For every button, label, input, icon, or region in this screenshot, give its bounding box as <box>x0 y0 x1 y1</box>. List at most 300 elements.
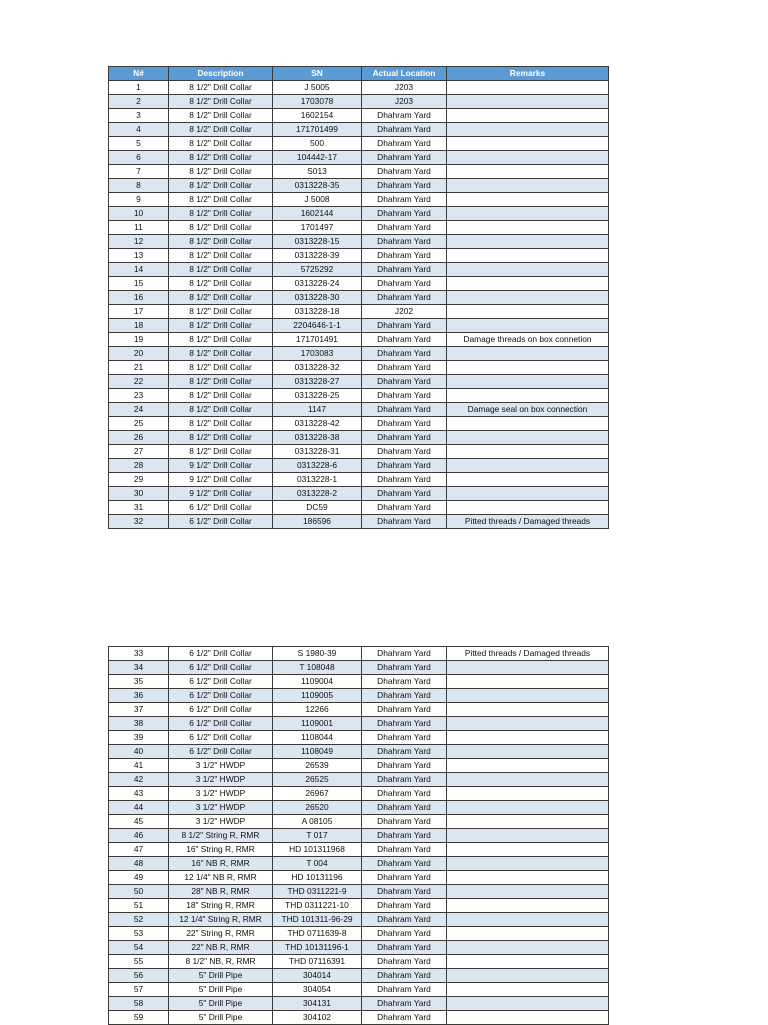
cell-actual-location: Dhahram Yard <box>362 347 447 361</box>
cell-remarks <box>447 95 609 109</box>
cell-remarks <box>447 263 609 277</box>
cell-description: 18" String R, RMR <box>169 899 273 913</box>
cell-remarks <box>447 927 609 941</box>
cell-remarks <box>447 137 609 151</box>
cell-sn: 12266 <box>273 703 362 717</box>
cell-remarks <box>447 347 609 361</box>
cell-actual-location: Dhahram Yard <box>362 123 447 137</box>
cell-actual-location: Dhahram Yard <box>362 941 447 955</box>
cell-sn: 0313228-25 <box>273 389 362 403</box>
cell-description: 9 1/2" Drill Collar <box>169 473 273 487</box>
cell-actual-location: J202 <box>362 305 447 319</box>
cell-number: 42 <box>109 773 169 787</box>
cell-number: 23 <box>109 389 169 403</box>
table-row <box>109 487 609 501</box>
cell-sn: J 5005 <box>273 81 362 95</box>
cell-sn: J 5008 <box>273 193 362 207</box>
table-row <box>109 689 609 703</box>
cell-actual-location: Dhahram Yard <box>362 843 447 857</box>
cell-description: 8 1/2" Drill Collar <box>169 137 273 151</box>
cell-remarks <box>447 277 609 291</box>
cell-description: 8 1/2" Drill Collar <box>169 277 273 291</box>
cell-actual-location: Dhahram Yard <box>362 815 447 829</box>
inventory-table-2 <box>108 646 609 1025</box>
cell-sn: T 004 <box>273 857 362 871</box>
cell-actual-location: Dhahram Yard <box>362 375 447 389</box>
table-row <box>109 717 609 731</box>
cell-actual-location: Dhahram Yard <box>362 787 447 801</box>
cell-sn: 2204646-1-1 <box>273 319 362 333</box>
cell-actual-location: Dhahram Yard <box>362 703 447 717</box>
cell-remarks <box>447 207 609 221</box>
cell-remarks <box>447 941 609 955</box>
cell-remarks <box>447 829 609 843</box>
cell-description: 6 1/2" Drill Collar <box>169 661 273 675</box>
cell-number: 28 <box>109 459 169 473</box>
cell-remarks <box>447 445 609 459</box>
table-row <box>109 661 609 675</box>
table-row <box>109 913 609 927</box>
cell-sn: 26525 <box>273 773 362 787</box>
cell-sn: 1147 <box>273 403 362 417</box>
table-row <box>109 759 609 773</box>
cell-remarks <box>447 81 609 95</box>
cell-number: 11 <box>109 221 169 235</box>
cell-remarks <box>447 969 609 983</box>
cell-sn: 26967 <box>273 787 362 801</box>
cell-actual-location: Dhahram Yard <box>362 263 447 277</box>
header-number: N# <box>109 67 169 81</box>
cell-actual-location: Dhahram Yard <box>362 983 447 997</box>
cell-number: 58 <box>109 997 169 1011</box>
table-row <box>109 277 609 291</box>
cell-remarks <box>447 759 609 773</box>
cell-number: 20 <box>109 347 169 361</box>
cell-description: 8 1/2" Drill Collar <box>169 389 273 403</box>
cell-number: 48 <box>109 857 169 871</box>
cell-actual-location: Dhahram Yard <box>362 235 447 249</box>
cell-sn: T 017 <box>273 829 362 843</box>
table-row <box>109 731 609 745</box>
cell-actual-location: Dhahram Yard <box>362 829 447 843</box>
cell-description: 6 1/2" Drill Collar <box>169 647 273 661</box>
cell-description: 8 1/2" Drill Collar <box>169 165 273 179</box>
cell-sn: 1109001 <box>273 717 362 731</box>
cell-number: 50 <box>109 885 169 899</box>
cell-actual-location: Dhahram Yard <box>362 857 447 871</box>
cell-sn: 1602144 <box>273 207 362 221</box>
cell-number: 8 <box>109 179 169 193</box>
cell-remarks <box>447 857 609 871</box>
cell-description: 12 1/4" NB R, RMR <box>169 871 273 885</box>
cell-description: 8 1/2" Drill Collar <box>169 179 273 193</box>
table-row <box>109 787 609 801</box>
cell-sn: 0313228-27 <box>273 375 362 389</box>
cell-number: 18 <box>109 319 169 333</box>
table-row <box>109 305 609 319</box>
cell-remarks: Damage seal on box connection <box>447 403 609 417</box>
cell-number: 12 <box>109 235 169 249</box>
cell-number: 6 <box>109 151 169 165</box>
cell-number: 22 <box>109 375 169 389</box>
header-remarks: Remarks <box>447 67 609 81</box>
cell-description: 8 1/2" Drill Collar <box>169 305 273 319</box>
header-row <box>109 67 609 81</box>
cell-sn: S013 <box>273 165 362 179</box>
cell-number: 53 <box>109 927 169 941</box>
table-row <box>109 899 609 913</box>
cell-description: 12 1/4" String R, RMR <box>169 913 273 927</box>
cell-remarks <box>447 221 609 235</box>
cell-number: 37 <box>109 703 169 717</box>
cell-description: 9 1/2" Drill Collar <box>169 487 273 501</box>
cell-sn: 1109005 <box>273 689 362 703</box>
cell-remarks <box>447 431 609 445</box>
cell-number: 47 <box>109 843 169 857</box>
cell-actual-location: Dhahram Yard <box>362 221 447 235</box>
table-row <box>109 647 609 661</box>
table-row <box>109 333 609 347</box>
cell-description: 3 1/2" HWDP <box>169 773 273 787</box>
table-row <box>109 95 609 109</box>
table-row <box>109 389 609 403</box>
cell-remarks: Pitted threads / Damaged threads <box>447 647 609 661</box>
cell-sn: 1602154 <box>273 109 362 123</box>
cell-actual-location: Dhahram Yard <box>362 151 447 165</box>
cell-remarks <box>447 955 609 969</box>
cell-remarks <box>447 235 609 249</box>
cell-remarks <box>447 731 609 745</box>
table-row <box>109 941 609 955</box>
cell-number: 46 <box>109 829 169 843</box>
header-sn: SN <box>273 67 362 81</box>
cell-actual-location: Dhahram Yard <box>362 501 447 515</box>
cell-actual-location: Dhahram Yard <box>362 899 447 913</box>
cell-description: 5" Drill Pipe <box>169 983 273 997</box>
cell-sn: 0313228-1 <box>273 473 362 487</box>
cell-remarks: Pitted threads / Damaged threads <box>447 515 609 529</box>
table-row <box>109 207 609 221</box>
table-row <box>109 675 609 689</box>
table-row <box>109 773 609 787</box>
cell-description: 9 1/2" Drill Collar <box>169 459 273 473</box>
cell-remarks <box>447 305 609 319</box>
table-row <box>109 955 609 969</box>
cell-number: 41 <box>109 759 169 773</box>
cell-description: 16" NB R, RMR <box>169 857 273 871</box>
cell-sn: 0313228-2 <box>273 487 362 501</box>
cell-description: 8 1/2" Drill Collar <box>169 193 273 207</box>
cell-description: 16" String R, RMR <box>169 843 273 857</box>
cell-remarks <box>447 375 609 389</box>
cell-number: 34 <box>109 661 169 675</box>
cell-actual-location: Dhahram Yard <box>362 249 447 263</box>
table-row <box>109 1011 609 1025</box>
cell-remarks <box>447 487 609 501</box>
cell-number: 1 <box>109 81 169 95</box>
table-row <box>109 843 609 857</box>
cell-actual-location: Dhahram Yard <box>362 955 447 969</box>
cell-actual-location: Dhahram Yard <box>362 417 447 431</box>
cell-actual-location: Dhahram Yard <box>362 731 447 745</box>
cell-description: 3 1/2" HWDP <box>169 815 273 829</box>
cell-remarks <box>447 689 609 703</box>
cell-actual-location: Dhahram Yard <box>362 473 447 487</box>
cell-sn: 26520 <box>273 801 362 815</box>
table-row <box>109 997 609 1011</box>
cell-remarks <box>447 745 609 759</box>
cell-actual-location: Dhahram Yard <box>362 291 447 305</box>
cell-description: 22" NB R, RMR <box>169 941 273 955</box>
cell-sn: 304102 <box>273 1011 362 1025</box>
cell-remarks <box>447 1011 609 1025</box>
table-row <box>109 151 609 165</box>
cell-description: 8 1/2" Drill Collar <box>169 361 273 375</box>
cell-sn: THD 0311221-9 <box>273 885 362 899</box>
cell-actual-location: Dhahram Yard <box>362 759 447 773</box>
table-row <box>109 857 609 871</box>
cell-number: 40 <box>109 745 169 759</box>
table-row <box>109 871 609 885</box>
table-row <box>109 249 609 263</box>
cell-number: 13 <box>109 249 169 263</box>
cell-sn: 0313228-35 <box>273 179 362 193</box>
cell-number: 44 <box>109 801 169 815</box>
cell-number: 59 <box>109 1011 169 1025</box>
cell-sn: THD 07116391 <box>273 955 362 969</box>
cell-number: 19 <box>109 333 169 347</box>
cell-description: 8 1/2" Drill Collar <box>169 263 273 277</box>
cell-description: 8 1/2" Drill Collar <box>169 207 273 221</box>
cell-sn: T 108048 <box>273 661 362 675</box>
cell-actual-location: Dhahram Yard <box>362 333 447 347</box>
cell-sn: 186596 <box>273 515 362 529</box>
cell-description: 8 1/2" NB, R, RMR <box>169 955 273 969</box>
cell-description: 8 1/2" Drill Collar <box>169 235 273 249</box>
cell-remarks <box>447 249 609 263</box>
cell-sn: THD 0711639-8 <box>273 927 362 941</box>
cell-description: 6 1/2" Drill Collar <box>169 717 273 731</box>
cell-actual-location: Dhahram Yard <box>362 913 447 927</box>
cell-description: 8 1/2" Drill Collar <box>169 417 273 431</box>
cell-number: 57 <box>109 983 169 997</box>
cell-sn: 500 <box>273 137 362 151</box>
cell-sn: 1703083 <box>273 347 362 361</box>
cell-remarks <box>447 885 609 899</box>
cell-actual-location: Dhahram Yard <box>362 927 447 941</box>
cell-description: 6 1/2" Drill Collar <box>169 703 273 717</box>
cell-remarks <box>447 997 609 1011</box>
cell-sn: 304014 <box>273 969 362 983</box>
cell-actual-location: Dhahram Yard <box>362 969 447 983</box>
table-row <box>109 473 609 487</box>
cell-description: 5" Drill Pipe <box>169 969 273 983</box>
cell-description: 8 1/2" Drill Collar <box>169 375 273 389</box>
cell-remarks <box>447 843 609 857</box>
cell-sn: THD 10131196-1 <box>273 941 362 955</box>
cell-description: 8 1/2" Drill Collar <box>169 95 273 109</box>
cell-remarks <box>447 899 609 913</box>
cell-number: 35 <box>109 675 169 689</box>
cell-sn: 304054 <box>273 983 362 997</box>
cell-sn: 1108044 <box>273 731 362 745</box>
cell-description: 22" String R, RMR <box>169 927 273 941</box>
cell-description: 3 1/2" HWDP <box>169 759 273 773</box>
cell-remarks <box>447 151 609 165</box>
cell-description: 8 1/2" Drill Collar <box>169 291 273 305</box>
cell-number: 30 <box>109 487 169 501</box>
cell-number: 38 <box>109 717 169 731</box>
cell-actual-location: Dhahram Yard <box>362 459 447 473</box>
cell-description: 3 1/2" HWDP <box>169 787 273 801</box>
cell-remarks <box>447 459 609 473</box>
cell-actual-location: Dhahram Yard <box>362 277 447 291</box>
cell-actual-location: Dhahram Yard <box>362 179 447 193</box>
cell-actual-location: Dhahram Yard <box>362 885 447 899</box>
cell-remarks <box>447 787 609 801</box>
cell-number: 16 <box>109 291 169 305</box>
cell-remarks <box>447 661 609 675</box>
cell-actual-location: Dhahram Yard <box>362 745 447 759</box>
cell-actual-location: J203 <box>362 81 447 95</box>
cell-remarks <box>447 291 609 305</box>
cell-remarks <box>447 815 609 829</box>
cell-sn: HD 10131196 <box>273 871 362 885</box>
cell-remarks <box>447 801 609 815</box>
table-row <box>109 431 609 445</box>
cell-sn: 5725292 <box>273 263 362 277</box>
table-row <box>109 375 609 389</box>
cell-description: 6 1/2" Drill Collar <box>169 675 273 689</box>
cell-sn: 1109004 <box>273 675 362 689</box>
cell-description: 5" Drill Pipe <box>169 997 273 1011</box>
cell-description: 6 1/2" Drill Collar <box>169 515 273 529</box>
cell-remarks <box>447 193 609 207</box>
table-row <box>109 801 609 815</box>
cell-number: 14 <box>109 263 169 277</box>
inventory-table-1 <box>108 66 609 529</box>
table-row <box>109 347 609 361</box>
cell-number: 29 <box>109 473 169 487</box>
cell-remarks <box>447 417 609 431</box>
cell-actual-location: Dhahram Yard <box>362 487 447 501</box>
cell-actual-location: Dhahram Yard <box>362 361 447 375</box>
cell-number: 33 <box>109 647 169 661</box>
cell-sn: THD 0311221-10 <box>273 899 362 913</box>
cell-description: 8 1/2" Drill Collar <box>169 249 273 263</box>
cell-actual-location: Dhahram Yard <box>362 165 447 179</box>
cell-description: 8 1/2" Drill Collar <box>169 431 273 445</box>
cell-remarks <box>447 165 609 179</box>
table-row <box>109 81 609 95</box>
cell-description: 6 1/2" Drill Collar <box>169 501 273 515</box>
table-row <box>109 515 609 529</box>
cell-sn: 0313228-6 <box>273 459 362 473</box>
cell-sn: A 08105 <box>273 815 362 829</box>
cell-description: 6 1/2" Drill Collar <box>169 745 273 759</box>
cell-description: 8 1/2" Drill Collar <box>169 403 273 417</box>
cell-sn: 0313228-18 <box>273 305 362 319</box>
cell-number: 7 <box>109 165 169 179</box>
cell-remarks <box>447 109 609 123</box>
cell-number: 54 <box>109 941 169 955</box>
cell-sn: 26539 <box>273 759 362 773</box>
table-row <box>109 165 609 179</box>
table-row <box>109 459 609 473</box>
cell-actual-location: Dhahram Yard <box>362 403 447 417</box>
table-row <box>109 263 609 277</box>
cell-remarks <box>447 319 609 333</box>
cell-description: 8 1/2" Drill Collar <box>169 333 273 347</box>
cell-actual-location: Dhahram Yard <box>362 207 447 221</box>
cell-description: 6 1/2" Drill Collar <box>169 731 273 745</box>
cell-remarks <box>447 675 609 689</box>
cell-number: 39 <box>109 731 169 745</box>
cell-number: 2 <box>109 95 169 109</box>
cell-actual-location: Dhahram Yard <box>362 515 447 529</box>
cell-sn: 1703078 <box>273 95 362 109</box>
cell-number: 49 <box>109 871 169 885</box>
cell-sn: 0313228-30 <box>273 291 362 305</box>
header-description: Description <box>169 67 273 81</box>
table-row <box>109 983 609 997</box>
cell-remarks <box>447 123 609 137</box>
cell-number: 9 <box>109 193 169 207</box>
cell-remarks <box>447 913 609 927</box>
cell-actual-location: Dhahram Yard <box>362 689 447 703</box>
table-row <box>109 969 609 983</box>
cell-description: 8 1/2" String R, RMR <box>169 829 273 843</box>
cell-remarks <box>447 473 609 487</box>
cell-sn: 104442-17 <box>273 151 362 165</box>
cell-sn: 171701499 <box>273 123 362 137</box>
cell-number: 21 <box>109 361 169 375</box>
cell-actual-location: Dhahram Yard <box>362 109 447 123</box>
table-row <box>109 193 609 207</box>
table-row <box>109 501 609 515</box>
cell-description: 28" NB R, RMR <box>169 885 273 899</box>
cell-actual-location: Dhahram Yard <box>362 717 447 731</box>
table-row <box>109 137 609 151</box>
cell-sn: HD 101311968 <box>273 843 362 857</box>
table-row <box>109 745 609 759</box>
cell-remarks <box>447 871 609 885</box>
table-row <box>109 829 609 843</box>
table-row <box>109 815 609 829</box>
table-row <box>109 179 609 193</box>
cell-number: 56 <box>109 969 169 983</box>
table-row <box>109 109 609 123</box>
cell-sn: DC59 <box>273 501 362 515</box>
cell-number: 36 <box>109 689 169 703</box>
cell-sn: 171701491 <box>273 333 362 347</box>
cell-description: 8 1/2" Drill Collar <box>169 319 273 333</box>
table-row <box>109 927 609 941</box>
cell-remarks: Damage threads on box connetion <box>447 333 609 347</box>
cell-description: 8 1/2" Drill Collar <box>169 151 273 165</box>
table-row <box>109 221 609 235</box>
cell-sn: 0313228-32 <box>273 361 362 375</box>
table-row <box>109 291 609 305</box>
cell-number: 43 <box>109 787 169 801</box>
cell-number: 31 <box>109 501 169 515</box>
cell-remarks <box>447 717 609 731</box>
cell-number: 26 <box>109 431 169 445</box>
cell-actual-location: Dhahram Yard <box>362 871 447 885</box>
cell-actual-location: Dhahram Yard <box>362 137 447 151</box>
cell-sn: S 1980-39 <box>273 647 362 661</box>
cell-actual-location: Dhahram Yard <box>362 801 447 815</box>
